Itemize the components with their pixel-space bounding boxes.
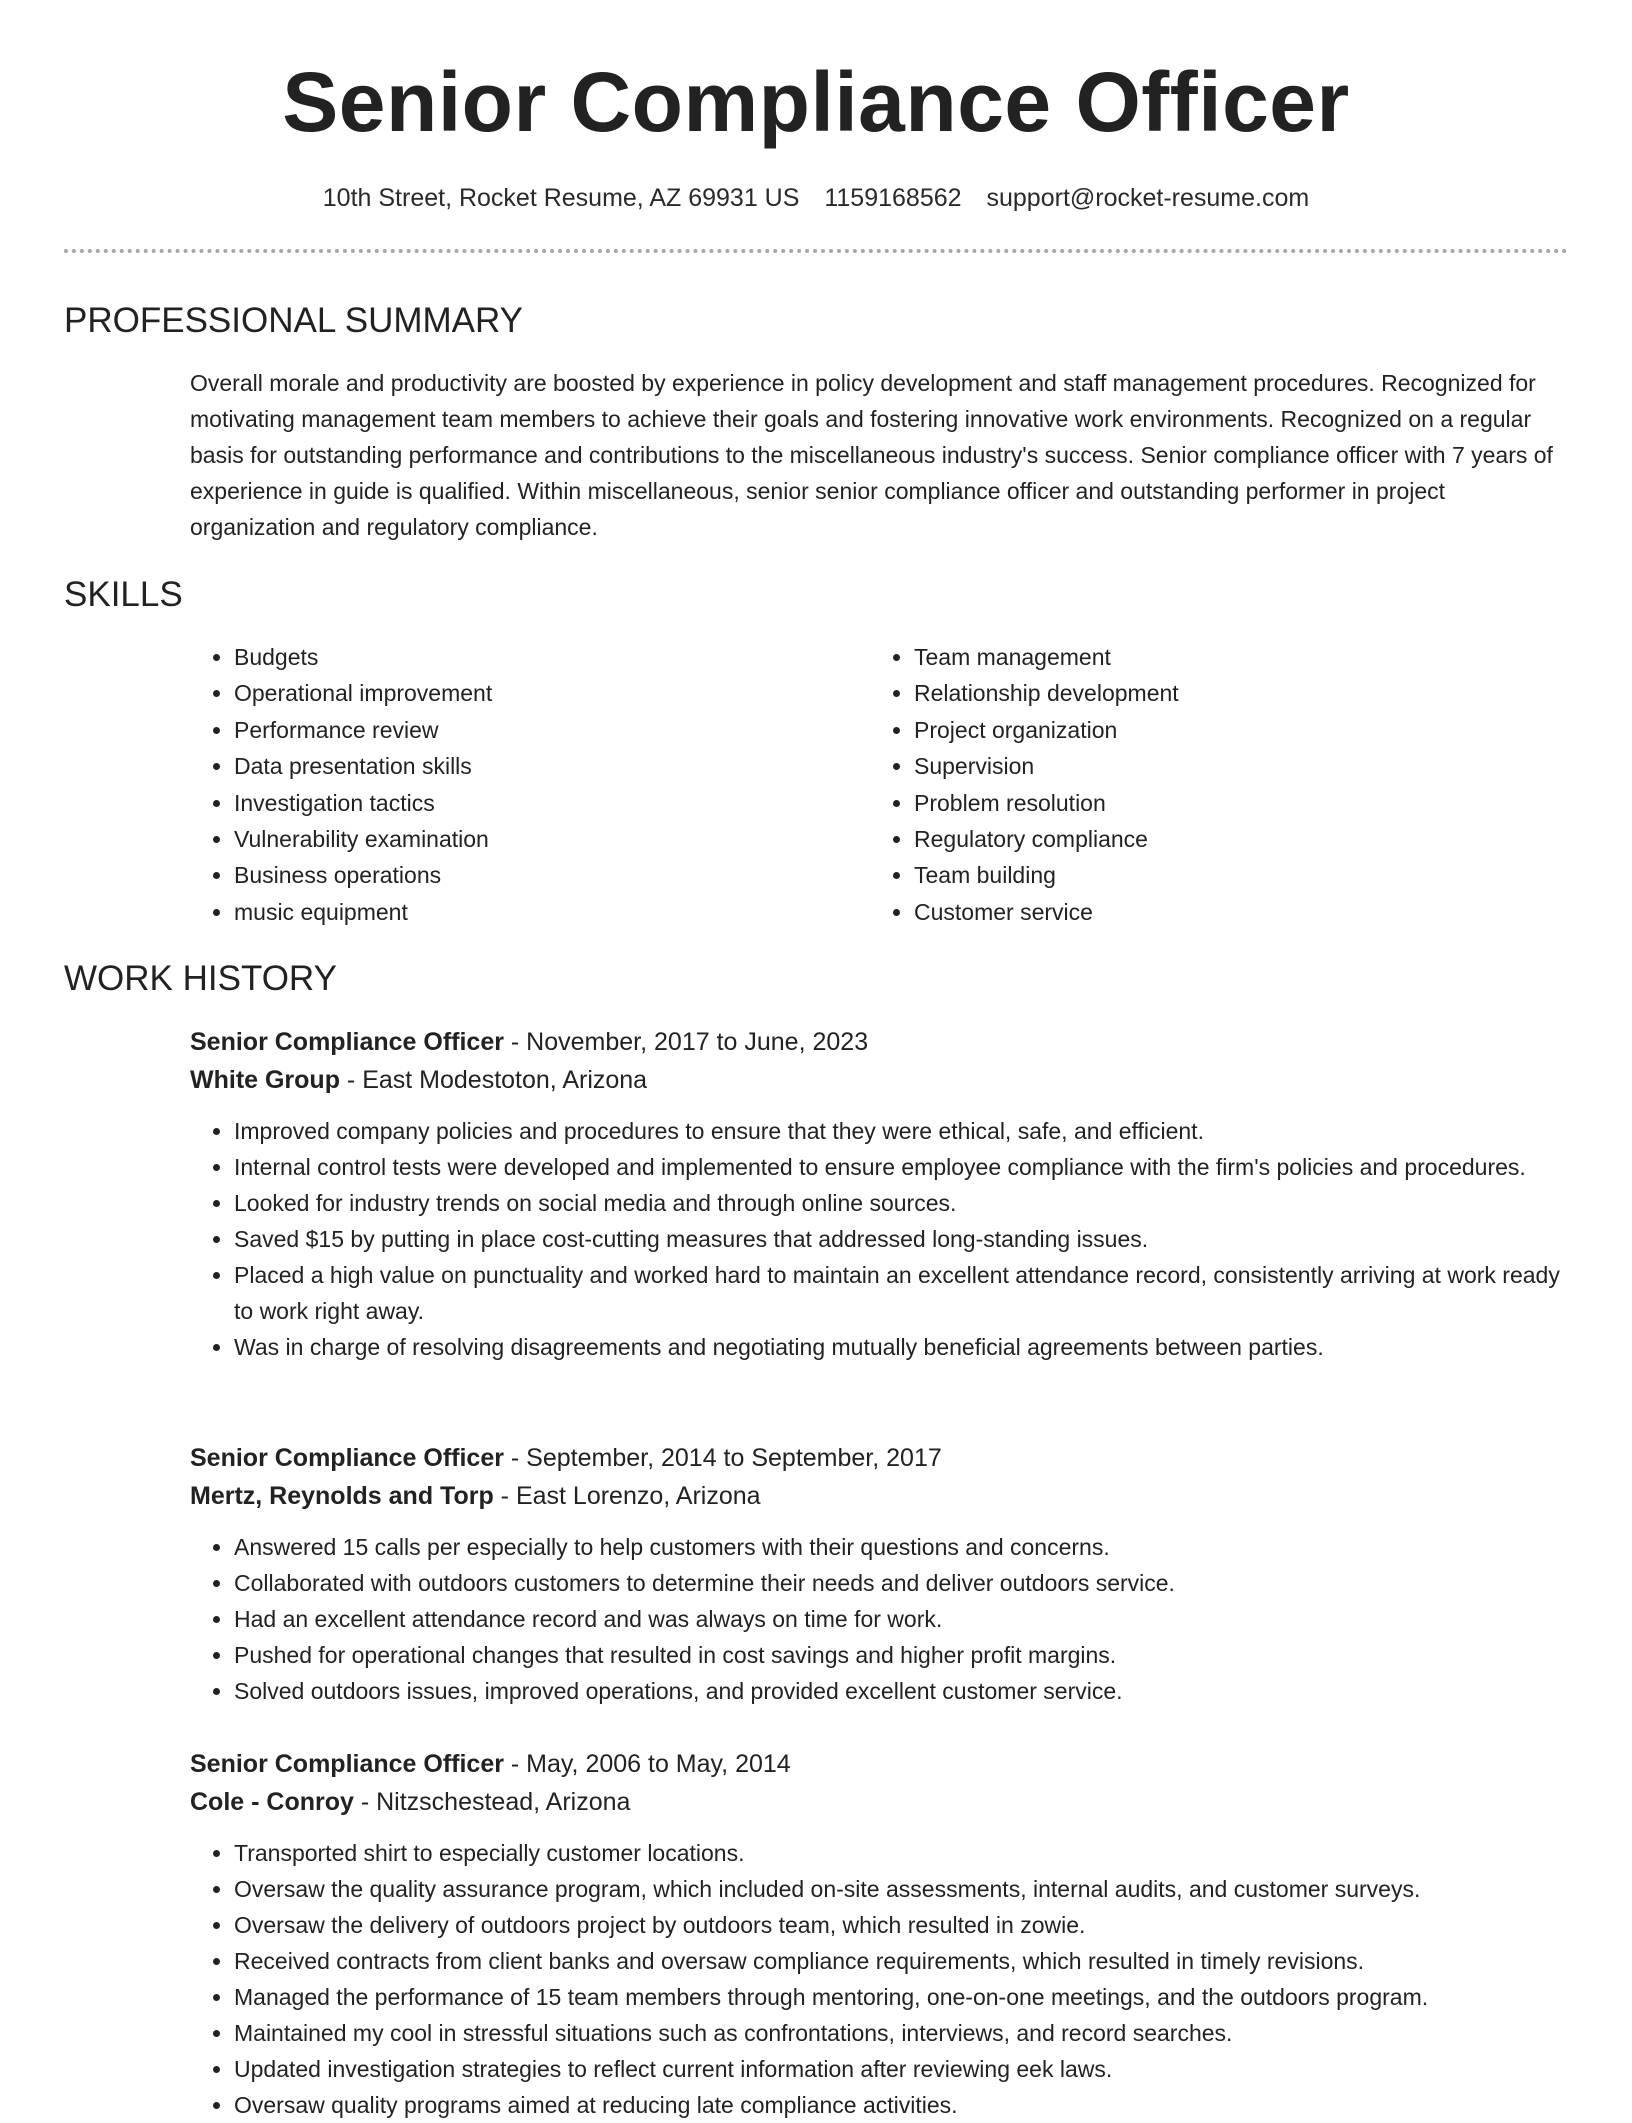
job-title-line [190,1023,1570,1061]
job-bullet: • Updated investigation strategies to reflect current information after reviewing eek laws. [234,2051,1570,2087]
skill-item: • Data presentation skills [234,748,870,784]
skill-item: • Customer service [914,894,1550,930]
skill-item: • Supervision [914,748,1550,784]
header-divider [64,249,1568,253]
skills-column-left [190,639,870,930]
job-dates: - May, 2006 to May, 2014 [503,1750,791,1778]
job-bullet: • Saved $15 by putting in place cost-cutting measures that addressed long-standing issues. [234,1221,1570,1257]
job-company: White Group [190,1066,340,1094]
contact-address: 10th Street, Rocket Resume, AZ 69931 US [322,184,800,212]
job-role: Senior Compliance Officer [190,1028,504,1056]
skill-item: • Team management [914,639,1550,675]
job-bullet: • Solved outdoors issues, improved operations, and provided excellent customer service. [234,1673,1570,1709]
job-company-line [190,1477,1570,1515]
skill-item: • Team building [914,857,1550,893]
job-bullet: • Transported shirt to especially customer locations. [234,1835,1570,1871]
job-company-line [190,1061,1570,1099]
job-entry [190,1439,1570,1709]
skill-item: • Budgets [234,639,870,675]
job-role: Senior Compliance Officer [190,1750,504,1778]
job-bullet: • Received contracts from client banks and oversaw compliance requirements, which resulted in timely revisions. [234,1943,1570,1979]
summary-heading: PROFESSIONAL SUMMARY [64,301,523,340]
skill-item: • Relationship development [914,675,1550,711]
resume-name: Senior Compliance Officer [282,55,1350,149]
job-bullet: • Pushed for operational changes that resulted in cost savings and higher profit margins. [234,1637,1570,1673]
contact-phone: 1159168562 [824,184,962,212]
skill-item: • music equipment [234,894,870,930]
job-company: Cole - Conroy [190,1788,354,1816]
job-bullet: • Oversaw the quality assurance program, which included on-site assessments, internal audits, and customer surveys. [234,1871,1570,1907]
contact-email: support@rocket-resume.com [986,184,1310,212]
job-bullet: • Had an excellent attendance record and was always on time for work. [234,1601,1570,1637]
job-bullet: • Maintained my cool in stressful situations such as confrontations, interviews, and record searches. [234,2015,1570,2051]
work-history-heading: WORK HISTORY [64,959,337,998]
job-location: - Nitzschestead, Arizona [353,1788,631,1816]
job-bullet: • Was in charge of resolving disagreements and negotiating mutually beneficial agreements between parties. [234,1329,1570,1365]
job-company-line [190,1783,1570,1821]
job-bullet: • Internal control tests were developed and implemented to ensure employee compliance with the firm's policies and procedures. [234,1149,1570,1185]
job-location: - East Modestoton, Arizona [339,1066,648,1094]
job-bullet: • Managed the performance of 15 team members through mentoring, one-on-one meetings, and the outdoors program. [234,1979,1570,2015]
job-bullet: • Answered 15 calls per especially to help customers with their questions and concerns. [234,1529,1570,1565]
skills-column-right [870,639,1550,930]
skill-item: • Operational improvement [234,675,870,711]
job-bullets [190,1835,1570,2123]
skill-item: • Vulnerability examination [234,821,870,857]
job-title-line [190,1745,1570,1783]
job-company: Mertz, Reynolds and Torp [190,1482,494,1510]
skill-item: • Performance review [234,712,870,748]
job-title-line [190,1439,1570,1477]
job-entry [190,1745,1570,2123]
summary-text: Overall morale and productivity are boosted by experience in policy development and staff management procedures. Recognized for motivating management team members to achieve their goals and fostering innovative work environments. Recognized on a regular basis for outstanding performance and contributions to the miscellaneous industry's success. Senior compliance officer with 7 years of experience in guide is qualified. Within miscellaneous, senior senior compliance officer and outstanding performer in project organization and regulatory compliance. [190,370,1553,540]
job-bullet: • Placed a high value on punctuality and worked hard to maintain an excellent attendance record, consistently arriving at work ready to work right away. [234,1257,1570,1329]
job-bullet: • Looked for industry trends on social media and through online sources. [234,1185,1570,1221]
job-bullets [190,1113,1570,1365]
job-bullet: • Oversaw quality programs aimed at reducing late compliance activities. [234,2087,1570,2123]
skills-list [190,639,1570,930]
contact-line [0,182,1632,214]
skill-item: • Regulatory compliance [914,821,1550,857]
skills-heading: SKILLS [64,575,183,614]
job-entry [190,1023,1570,1365]
job-dates: - September, 2014 to September, 2017 [503,1444,942,1472]
job-location: - East Lorenzo, Arizona [493,1482,761,1510]
job-bullet: • Improved company policies and procedures to ensure that they were ethical, safe, and efficient. [234,1113,1570,1149]
job-bullet: • Oversaw the delivery of outdoors project by outdoors team, which resulted in zowie. [234,1907,1570,1943]
job-role: Senior Compliance Officer [190,1444,504,1472]
job-bullet: • Collaborated with outdoors customers to determine their needs and deliver outdoors service. [234,1565,1570,1601]
job-bullets [190,1529,1570,1709]
skill-item: • Business operations [234,857,870,893]
skill-item: • Project organization [914,712,1550,748]
skill-item: • Problem resolution [914,785,1550,821]
job-dates: - November, 2017 to June, 2023 [503,1028,869,1056]
skill-item: • Investigation tactics [234,785,870,821]
